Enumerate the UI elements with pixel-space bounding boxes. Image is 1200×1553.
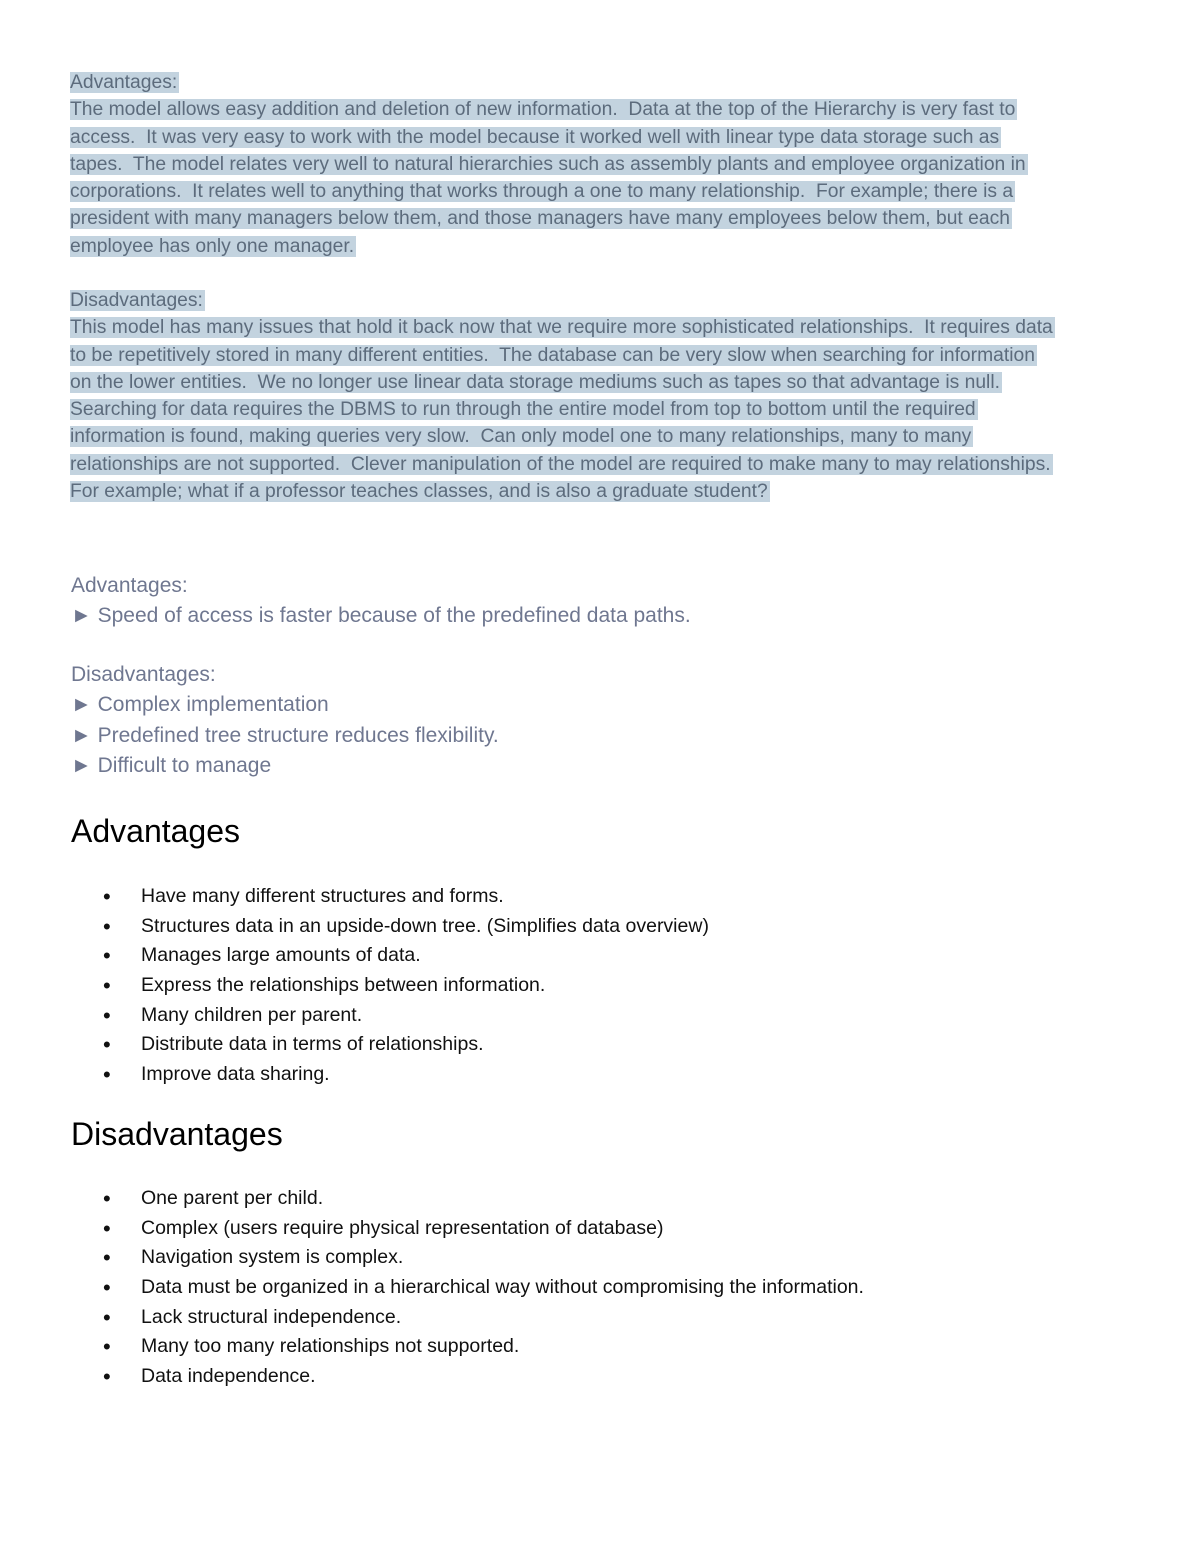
summary-disadvantages-item: ► Difficult to manage [71, 754, 272, 777]
bullet-icon: • [103, 1334, 111, 1360]
list-item [0, 912, 709, 942]
selected-text-line: employee has only one manager. [70, 235, 355, 257]
list-item [0, 882, 709, 912]
selected-advantages-line [70, 233, 1130, 260]
selected-disadvantages-line [70, 369, 1130, 396]
selected-text-line: For example; what if a professor teaches classes, and is also a graduate student? [70, 481, 768, 503]
bullet-icon: • [103, 1002, 111, 1028]
list-item-text: Improve data sharing. [141, 1063, 330, 1086]
bullet-icon: • [103, 884, 111, 909]
bullet-icon: • [103, 1062, 111, 1088]
selected-disadvantages-line [70, 451, 1130, 478]
selected-disadvantages-label-line [70, 287, 1130, 314]
selected-disadvantages-line [70, 314, 1130, 341]
summary-disadvantages-label: Disadvantages: [71, 663, 216, 686]
selected-advantages-line [70, 124, 1130, 151]
bullet-icon: • [103, 913, 111, 939]
selected-disadvantages-line [70, 342, 1130, 369]
selected-advantages-line [70, 96, 1130, 123]
list-item [0, 1001, 709, 1031]
selected-disadvantages-line [70, 478, 1130, 505]
selected-text-line: corporations. It relates well to anything that works through a one to many relationship. For example; there is a [70, 181, 1014, 203]
bullet-icon: • [103, 973, 111, 999]
list-item [0, 1273, 864, 1303]
summary-advantages-label: Advantages: [71, 574, 188, 597]
selected-disadvantages-line [70, 423, 1130, 450]
selected-text-line: president with many managers below them, and those managers have many employees below them, but each [70, 208, 1010, 230]
selected-advantages-line [70, 205, 1130, 232]
list-item [0, 1060, 709, 1090]
selected-disadvantages-label: Disadvantages: [70, 290, 203, 311]
list-item [0, 1303, 864, 1333]
list-item [0, 1030, 709, 1060]
list-item-text: Distribute data in terms of relationships. [141, 1033, 484, 1056]
list-item [0, 1332, 864, 1362]
selected-text-line: to be repetitively stored in many different entities. The database can be very slow when searching for information [70, 344, 1035, 366]
selected-text-line: The model allows easy addition and deletion of new information. Data at the top of the Hierarchy is very fast to [70, 99, 1016, 121]
selected-text-line: Searching for data requires the DBMS to run through the entire model from top to bottom until the required [70, 399, 976, 421]
list-item-text: Structures data in an upside-down tree. (Simplifies data overview) [141, 914, 709, 937]
selected-advantages-label: Advantages: [70, 72, 178, 93]
bullet-icon: • [103, 1245, 111, 1271]
advantages-list [0, 882, 709, 1090]
summary-disadvantages-item: ► Predefined tree structure reduces flexibility. [71, 724, 499, 747]
bullet-icon: • [103, 1215, 111, 1241]
selected-text-line: information is found, making queries very slow. Can only model one to many relationships, many to many [70, 426, 972, 448]
selected-text-line: on the lower entities. We no longer use linear data storage mediums such as tapes so that advantage is null. [70, 371, 1000, 393]
disadvantages-heading: Disadvantages [71, 1116, 283, 1152]
list-item-text: One parent per child. [141, 1187, 324, 1209]
list-item-text: Lack structural independence. [141, 1305, 402, 1328]
list-item [0, 1362, 864, 1392]
bullet-icon: • [103, 1186, 111, 1211]
summary-disadvantages-item: ► Complex implementation [71, 693, 329, 716]
bullet-icon: • [103, 1304, 111, 1330]
bullet-icon: • [103, 1275, 111, 1301]
selected-text-block-2[interactable] [70, 287, 1130, 505]
summary-advantages-item: ► Speed of access is faster because of the predefined data paths. [71, 604, 691, 627]
selected-advantages-label-line [70, 69, 1130, 96]
bullet-icon: • [103, 943, 111, 969]
bullet-icon: • [103, 1032, 111, 1058]
list-item [0, 1214, 864, 1244]
list-item-text: Have many different structures and forms. [141, 885, 504, 907]
list-item-text: Manages large amounts of data. [141, 944, 421, 967]
list-item [0, 971, 709, 1001]
selected-text-line: tapes. The model relates very well to natural hierarchies such as assembly plants and employee organization in [70, 153, 1026, 175]
list-item-text: Complex (users require physical representation of database) [141, 1216, 664, 1239]
list-item-text: Many children per parent. [141, 1003, 363, 1026]
list-item [0, 941, 709, 971]
selected-text-line: access. It was very easy to work with the model because it worked well with linear type data storage such as [70, 126, 1000, 148]
list-item-text: Data must be organized in a hierarchical way without compromising the information. [141, 1276, 864, 1299]
list-item-text: Navigation system is complex. [141, 1246, 404, 1269]
bullet-icon: • [103, 1364, 111, 1390]
list-item [0, 1184, 864, 1214]
advantages-heading: Advantages [71, 813, 241, 849]
selected-text-line: This model has many issues that hold it back now that we require more sophisticated relationships. It requires data [70, 317, 1053, 339]
disadvantages-list [0, 1184, 864, 1392]
selected-text-block[interactable] [70, 69, 1130, 260]
selected-advantages-line [70, 178, 1130, 205]
selected-disadvantages-line [70, 396, 1130, 423]
list-item-text: Data independence. [141, 1365, 316, 1388]
list-item-text: Express the relationships between information. [141, 974, 546, 997]
list-item [0, 1243, 864, 1273]
selected-advantages-line [70, 151, 1130, 178]
list-item-text: Many too many relationships not supported. [141, 1335, 520, 1358]
selected-text-line: relationships are not supported. Clever manipulation of the model are required to make many to may relationships. [70, 453, 1051, 475]
